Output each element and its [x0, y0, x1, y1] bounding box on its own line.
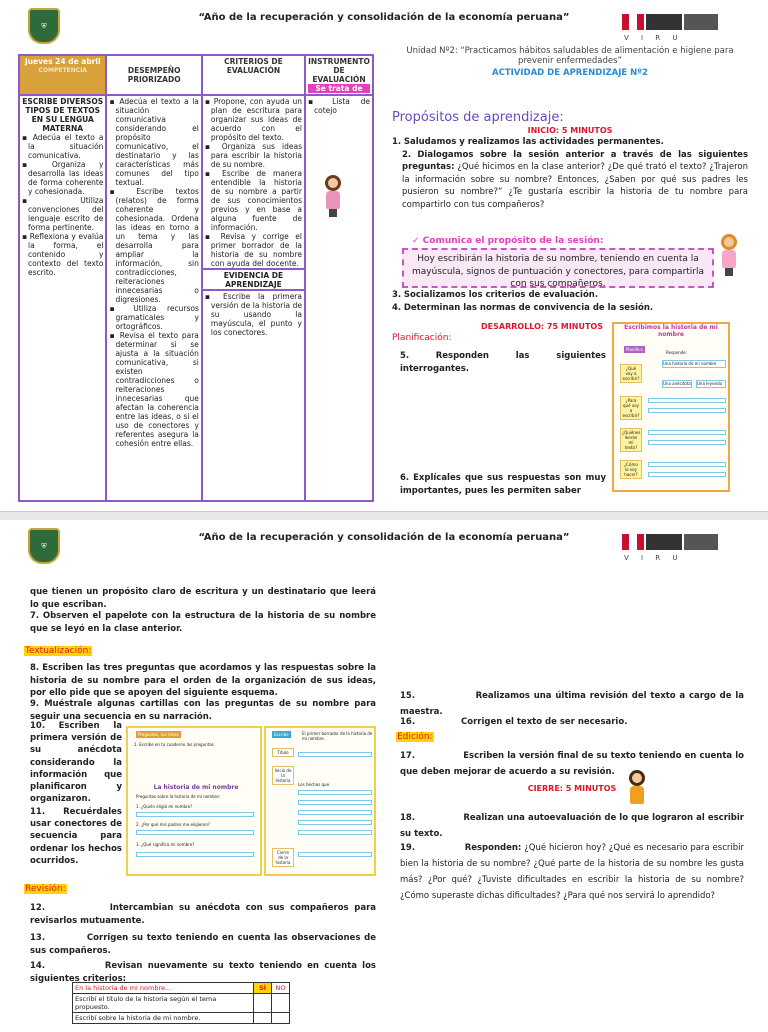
competency-table: [18, 54, 374, 502]
girl-illustration: [718, 234, 740, 276]
worksheet-section: Cierre de la historia: [272, 848, 294, 867]
competencia-list: [22, 133, 103, 277]
viru-label: V I R U: [624, 34, 683, 42]
ministry-education-badge: [684, 534, 718, 550]
worksheet-line: [136, 830, 254, 835]
edicion-label: Edición:: [397, 732, 433, 742]
checklist-criterion: Escribí el título de la historia según el tema propuesto.: [73, 994, 254, 1013]
item-8: 8. Escriben las tres preguntas que acordamos y las respuestas sobre la historia de su nombre para el orden de la organización de sus ideas, por ello pide que se apoyen del siguiente esquema.: [30, 663, 377, 698]
worksheet-answer: Una historia de mi nombre: [662, 360, 726, 368]
desempeno-list: [109, 97, 198, 448]
comunica-label: ✓ Comunica el propósito de la sesión:: [412, 236, 604, 246]
checklist-si-cell[interactable]: [254, 994, 272, 1013]
list-item: 1. Saludamos y realizamos las actividades permanentes.: [392, 137, 664, 147]
draft-worksheet: [264, 726, 376, 876]
worksheet-line: [648, 440, 726, 445]
instrumento-overlay: Se trata de: [308, 84, 370, 93]
list-item: ▪ Propone, con ayuda un plan de escritura para organizar sus ideas de acuerdo con el propósito del texto.: [205, 97, 302, 142]
page-header-title: “Año de la recuperación y consolidación de la economía peruana”: [198, 12, 570, 23]
date-header: [19, 55, 106, 95]
school-crest-logo: ⛨: [28, 528, 60, 564]
item-16: 16. Corrigen el texto de ser necesario.: [400, 717, 628, 727]
page-header-title: “Año de la recuperación y consolidación de la economía peruana”: [198, 532, 570, 543]
page-2: [0, 520, 768, 1032]
worksheet-line: [136, 812, 254, 817]
checklist-criterion: Escribí sobre la historia de mi nombre.: [73, 1013, 254, 1024]
worksheet-subtitle: La historia de mi nombre: [153, 784, 239, 791]
list-item: 3. Socializamos los criterios de evaluación.: [392, 290, 599, 300]
item-5: 5. Responden las siguientes interrogantes.: [400, 351, 606, 374]
worksheet-line: [648, 398, 726, 403]
item-9: 9. Muéstrale algunas cartillas con las preguntas de su nombre para seguir una secuencia en su narración.: [30, 699, 377, 722]
criteria-checklist: [72, 982, 290, 1024]
item-12: 12. Intercambian su anécdota con sus compañeros para revisarlos mutuamente.: [30, 903, 376, 926]
inicio-list-b: [392, 289, 748, 314]
government-logo: [622, 532, 722, 566]
peru-flag-icon: [622, 14, 644, 30]
checklist-si: SÍ: [254, 983, 272, 994]
worksheet-prompt: Preguntas sobre la historia de mi nombre:: [136, 794, 221, 799]
worksheet-answer: Una anécdota: [663, 381, 691, 386]
list-item: ▪ Escribe textos (relatos) de forma coherente y cohesionada. Ordena las ideas en torno a un tema y las desarrolla para ampliar la información, sin contradicciones, reiteraciones innecesarias o digresiones.: [109, 187, 198, 304]
worksheet-question: 3. ¿Qué significa mi nombre?: [136, 842, 195, 847]
worksheet-line: [648, 408, 726, 413]
list-item: ▪ Escribe de manera entendible la historia de su nombre a partir de sus conocimientos previos y en base a alguna fuente de información.: [205, 169, 302, 232]
list-item: 4. Determinan las normas de convivencia de la sesión.: [392, 302, 654, 313]
checklist-no-cell[interactable]: [272, 1013, 290, 1024]
worksheet-respond: Responde:: [666, 350, 688, 355]
planning-worksheet: [612, 322, 730, 492]
page-1: [0, 0, 768, 512]
list-item: ▪ Escribe la primera versión de la historia de su usando la mayúscula, el punto y los conectores.: [205, 292, 302, 337]
page-divider: [0, 512, 768, 520]
worksheet-question: ¿Cómo lo voy hacer?: [620, 460, 642, 479]
worksheet-question: 1. ¿Quién eligió mi nombre?: [136, 804, 193, 809]
worksheet-line: [298, 800, 372, 805]
worksheet-line: [298, 820, 372, 825]
list-item: ▪ Organiza sus ideas para escribir la historia de su nombre.: [205, 142, 302, 169]
table-row: [73, 1013, 290, 1024]
inicio-label: INICIO: 5 MINUTOS: [527, 126, 613, 135]
worksheet-instruction: El primer borrador de la historia de mi nombre.: [302, 731, 373, 741]
cierre-label: CIERRE: 5 MINUTOS: [527, 784, 617, 793]
worksheet-question: ¿Quiénes leerán mi texto?: [622, 430, 641, 450]
list-item: ▪ Adecúa el texto a la situación comunicativa.: [22, 133, 103, 160]
item-13: 13. Corrigen su texto teniendo en cuenta las observaciones de sus compañeros.: [30, 933, 376, 956]
worksheet-line: [298, 790, 372, 795]
government-logo: [622, 12, 722, 46]
worksheet-instruction: 1. Escribe en tu cuaderno las preguntas.: [134, 742, 216, 747]
desempeno-header: DESEMPEÑO PRIORIZADO: [106, 55, 201, 95]
worksheet-tag: Planifica: [626, 347, 643, 352]
list-item: ▪ Adecúa el texto a la situación comunicativa considerando el propósito comunicativo, el destinatario y las características más comunes del tipo textual.: [109, 97, 198, 187]
criterios-header: CRITERIOS DE EVALUACIÓN: [202, 55, 305, 95]
instrumento-header-text: INSTRUMENTO DE EVALUACIÓN: [308, 57, 370, 84]
evidencia-list: [203, 289, 304, 338]
item-6: 6. Explícales que sus respuestas son muy importantes, pues les permiten saber: [400, 473, 606, 496]
worksheet-question: ¿Para qué voy a escribir?: [620, 396, 642, 420]
worksheet-line: [298, 830, 372, 835]
worksheet-line: [298, 752, 372, 757]
worksheet-line: [648, 430, 726, 435]
textualizacion-label: Textualización:: [25, 646, 92, 656]
worksheet-section: Inicio de la historia: [272, 766, 294, 785]
unidad-title: Unidad Nº2: “Practicamos hábitos saludables de alimentación e higiene para prevenir enfermedades”: [406, 46, 734, 66]
evidencia-title: EVIDENCIA DE APRENDIZAJE: [203, 268, 304, 289]
date-overlay: COMPETENCIA: [38, 67, 87, 74]
worksheet-section: Título: [272, 748, 294, 757]
worksheet-tag: Preguntas, tus ideas: [138, 732, 179, 737]
checklist-no-cell[interactable]: [272, 994, 290, 1013]
list-item: ▪ Reflexiona y evalúa la forma, el contenido y contexto del texto escrito.: [22, 232, 103, 277]
competencia-title: ESCRIBE DIVERSOS TIPOS DE TEXTOS EN SU LENGUA MATERNA: [22, 97, 104, 133]
lead-text: que tienen un propósito claro de escritura y un destinatario que leerá lo que escriban.: [30, 587, 376, 610]
item-17: 17. Escriben la versión final de su texto teniendo en cuenta lo que deben mejorar de acuerdo a su revisión.: [400, 751, 744, 777]
item-11: 11. Recuérdales usar conectores de secuencia para ordenar los hechos ocurridos.: [30, 807, 122, 866]
proposito-box: Hoy escribirán la historia de su nombre, teniendo en cuenta la mayúscula, signos de puntuación y conectores, para compartirla con sus compañeros.: [402, 248, 714, 288]
instrumento-header: [305, 55, 373, 95]
list-item: ▪ Revisa y corrige el primer borrador de la historia de su nombre con ayuda del docente.: [205, 232, 302, 268]
checklist-si-cell[interactable]: [254, 1013, 272, 1024]
item-18: 18. Realizan una autoevaluación de lo que lograron al escribir su texto.: [400, 813, 744, 839]
competencia-cell: [19, 95, 106, 501]
worksheet-line: [648, 462, 726, 467]
worksheet-line: [298, 852, 372, 857]
instrumento-cell: [305, 95, 373, 501]
criterios-list: [205, 97, 302, 268]
peru-flag-icon: [622, 534, 644, 550]
propositos-title: Propósitos de aprendizaje:: [392, 110, 564, 125]
inicio-list: [392, 136, 748, 211]
planificacion-label: Planificación:: [392, 333, 452, 343]
list-item: ▪ Utiliza recursos gramaticales y ortográficos.: [109, 304, 198, 331]
girl-illustration: [322, 175, 344, 217]
checklist-title: En la historia de mi nombre...: [73, 983, 254, 994]
item-19: 19. Responden: ¿Qué hicieron hoy? ¿Qué es necesario para escribir bien la historia de su nombre? ¿Qué parte de la historia de su nombre les gusta más? ¿Por qué? ¿Tuviste dificultades en escribir la historia de su nombre? ¿Cómo superaste dichas dificultades? ¿Para qué nos servirá lo aprendido?: [400, 843, 744, 901]
item-10: 10. Escriben la primera versión de su anécdota considerando la información que planificaron y organizaron.: [30, 721, 122, 805]
criterios-cell: [202, 95, 305, 501]
checklist-no: NO: [272, 983, 290, 994]
instrumento-list: [308, 97, 370, 115]
worksheet-answer: Una leyenda: [696, 380, 726, 388]
worksheet-title: Escribimos la historia de mi nombre: [624, 324, 718, 338]
actividad-title: ACTIVIDAD DE APRENDIZAJE Nº2: [492, 68, 648, 78]
date-text: Jueves 24 de abril: [24, 57, 101, 66]
item-14: 14. Revisan nuevamente su texto teniendo en cuenta los siguientes criterios:: [30, 961, 376, 984]
revision-label: Revisión:: [25, 884, 66, 894]
ministry-badge: [646, 14, 682, 30]
list-item: ▪ Lista de cotejo: [308, 97, 370, 115]
worksheet-line: [136, 852, 254, 857]
item-7: 7. Observen el papelote con la estructura de la historia de su nombre que se leyó en la clase anterior.: [30, 611, 376, 634]
list-item: ▪ Organiza y desarrolla las ideas de forma coherente y cohesionada.: [22, 160, 103, 196]
list-item: ▪ Revisa el texto para determinar si se ajusta a la situación comunicativa, si existen contradicciones o reiteraciones innecesarias que afectan la coherencia entre las ideas, o si el uso de conectores y referentes asegura la cohesión entre ellas.: [109, 331, 198, 448]
ministry-education-badge: [684, 14, 718, 30]
list-item: ▪ Utiliza convenciones del lenguaje escrito de forma pertinente.: [22, 196, 103, 232]
school-crest-logo: ⛨: [28, 8, 60, 44]
desempeno-cell: [106, 95, 201, 501]
ministry-badge: [646, 534, 682, 550]
viru-label: V I R U: [624, 554, 683, 562]
worksheet-question: ¿Qué voy a escribir?: [620, 364, 642, 383]
worksheet-line: [648, 472, 726, 477]
worksheet-section: Los hechos que: [298, 782, 330, 787]
desarrollo-label: DESARROLLO: 75 MINUTOS: [481, 322, 603, 331]
list-item: 2. Dialogamos sobre la sesión anterior a través de las siguientes preguntas: ¿Qué hicimos en la clase anterior? ¿De qué trató el texto? ¿Trajeron la información sobre su nombre? Entonces, ¿Saben por qué sus padres les pusieron su nombre?” ¿Te gustaría escribir la historia de tu nombre para compartirlo con tus compañeros?: [402, 149, 749, 210]
girl-writing-illustration: [626, 770, 648, 812]
item-15: 15. Realizamos una última revisión del texto a cargo de la maestra.: [400, 691, 744, 717]
worksheet-tag: Escribe: [274, 732, 289, 737]
organize-worksheet: [126, 726, 262, 876]
table-row: [73, 994, 290, 1013]
worksheet-question: 2. ¿Por qué mis padres me eligieron?: [136, 822, 211, 827]
worksheet-line: [298, 810, 372, 815]
